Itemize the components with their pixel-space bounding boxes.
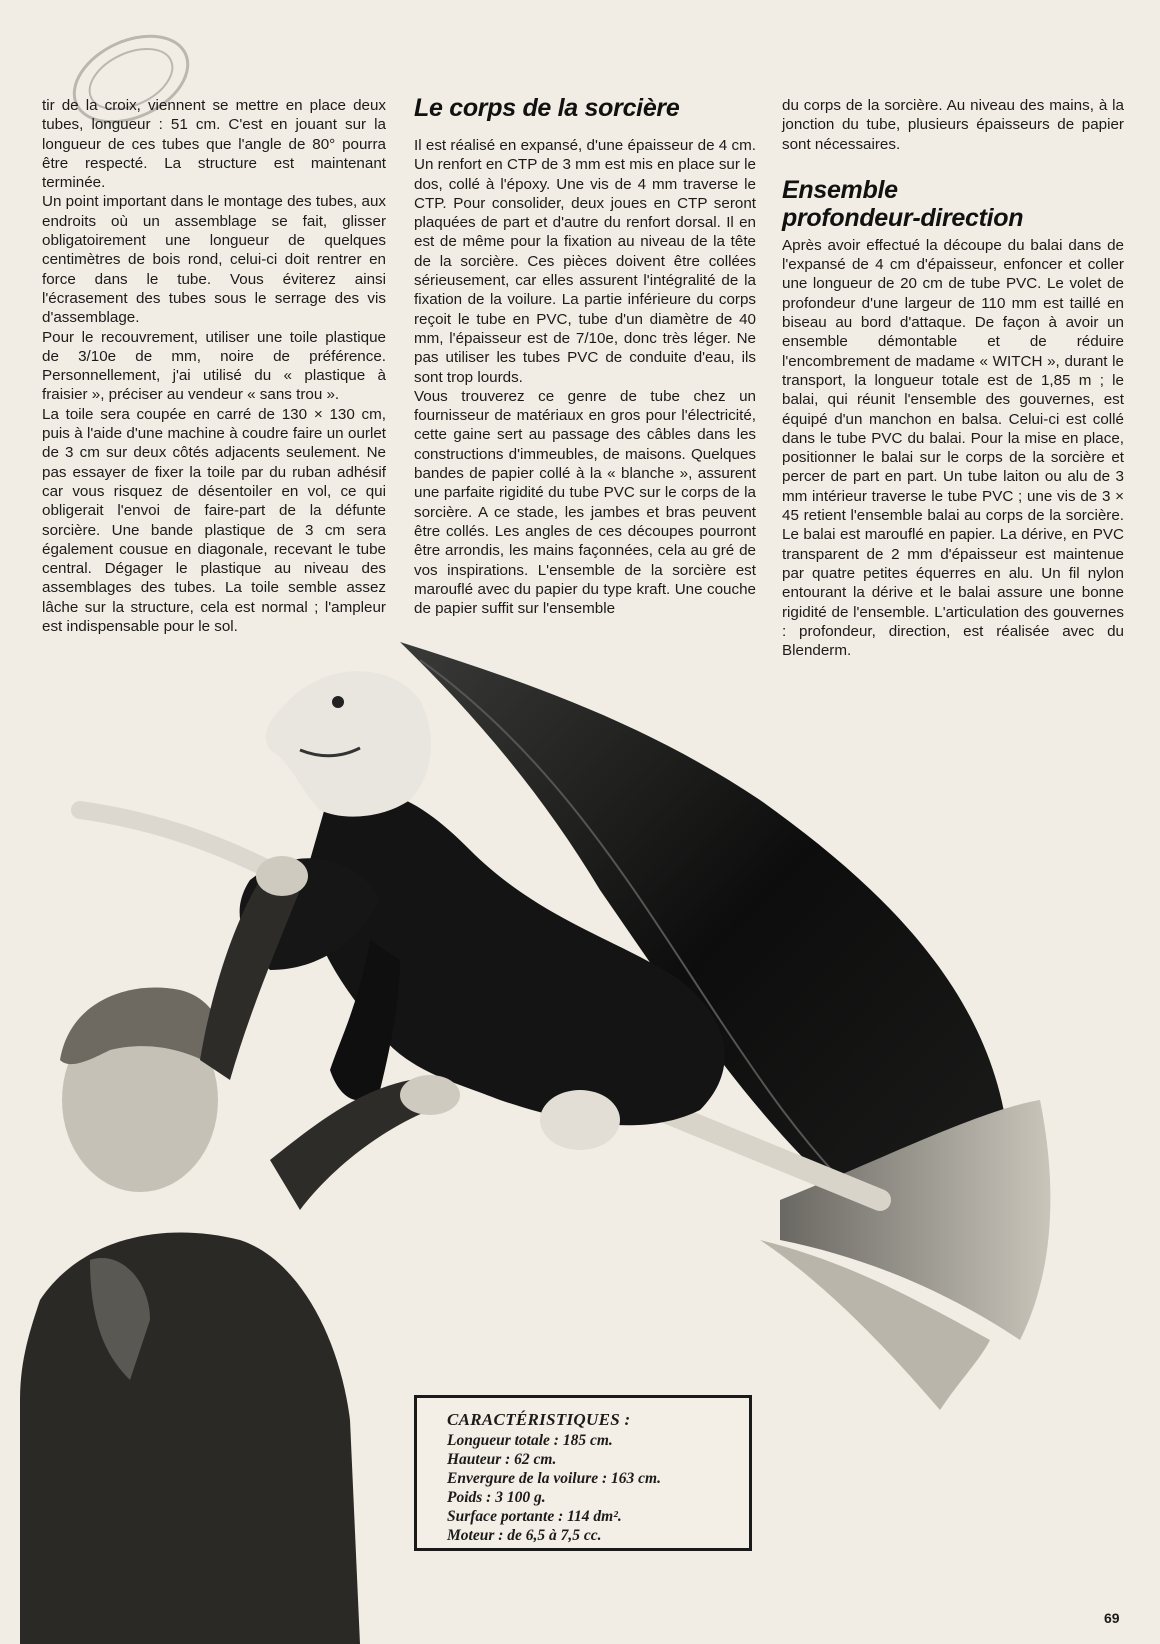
paragraph: Il est réalisé en expansé, d'une épaisseur de 4 cm. Un renfort en CTP de 3 mm est mis en place sur le dos, collé à l'époxy. Une vis de 4 mm traverse le CTP. Pour consolider, deux joues en CTP seront plaquées de part et d'autre du renfort dorsal. Il en est de même pour la fixation au niveau de la tête de la sorcière. Ces pièces doivent être collées sérieusement, car elles assurent l'intégralité de la fixation de la voilure. La partie inférieure du corps reçoit le tube en PVC, tube d'un diamètre de 40 mm, l'épaisseur est de 7/10e, donc très léger. Ne pas utiliser les tubes PVC de conduite d'eau, ils sont trop lourds.: [414, 137, 756, 386]
paragraph: La toile sera coupée en carré de 130 × 130 cm, puis à l'aide d'une machine à coudre faire un ourlet de 3 cm sur deux côtés adjacents seulement. Ne pas essayer de fixer la toile par du ruban adhésif car vous risquez de désentoiler en vol, ce qui obligerait l'envoi de faire-part de la défunte sorcière. Une bande plastique de 3 cm sera également cousue en diagonale, recevant le tube central. Dégager le plastique au niveau des assemblages des tubes. La toile semble assez lâche sur la structure, cela est normal ; l'ampleur est indispensable pour le sol.: [42, 405, 386, 636]
section-heading-corps: Le corps de la sorcière: [414, 94, 680, 122]
paragraph: Vous trouverez ce genre de tube chez un fournisseur de matériaux en gros pour l'électricité, cette gaine sert au passage des câbles dans les constructions d'immeubles, de maisons. Quelques bandes de papier collé à la « blanche », assurent une parfaite rigidité du tube PVC sur le corps de la sorcière. A ce stade, les jambes et bras peuvent être collés. Les angles de ces découpes pourront être arrondis, les mains façonnées, cela au gré de vos inspirations. L'ensemble de la sorcière est marouflé avec du papier du type kraft. Une couche de papier suffit sur l'ensemble: [414, 387, 756, 618]
article-column-2: [414, 136, 756, 618]
man-body: [20, 1233, 360, 1644]
page-number: 69: [1104, 1610, 1120, 1626]
spec-line: Longueur totale : 185 cm.: [447, 1432, 613, 1449]
witch-arm: [80, 810, 270, 870]
witch-head: [266, 671, 431, 816]
heading-line: profondeur-direction: [782, 203, 1024, 232]
paragraph: du corps de la sorcière. Au niveau des mains, à la jonction du tube, plusieurs épaisseurs de papier sont nécessaires.: [782, 97, 1124, 153]
spec-line: Surface portante : 114 dm².: [447, 1508, 622, 1525]
article-column-1: [42, 96, 386, 636]
section-heading-ensemble: [782, 176, 1124, 232]
paragraph: Pour le recouvrement, utiliser une toile plastique de 3/10e de mm, noire de préférence. Personnellement, j'ai utilisé du « plastique à fraisier », préciser au vendeur « sans trou ».: [42, 328, 386, 404]
specifications-box: [414, 1395, 752, 1551]
paragraph: Après avoir effectué la découpe du balai dans de l'expansé de 4 cm d'épaisseur, enfoncer et coller une longueur de 20 cm de tube PVC. Le volet de profondeur d'une largeur de 110 mm est taillé en biseau au bord d'attaque. De façon à avoir un ensemble démontable et de réduire l'encombrement de madame « WITCH », durant le transport, la longueur totale est de 1,85 m ; le balai, qui réunit l'ensemble des gouvernes, est équipé d'un manchon en balsa. Celui-ci est collé dans le tube PVC du balai. Pour la mise en place, positionner le balai sur le corps de la sorcière et percer de part en part. Un tube laiton ou alu de 3 mm intérieur traverse le tube PVC ; une vis de 3 × 45 retient l'ensemble balai au corps de la sorcière. Le balai est marouflé en papier. La dérive, en PVC transparent de 2 mm d'épaisseur est maintenue par quatre petites équerres en alu. Un fil nylon entourant la dérive et le balai assure une bonne rigidité de l'ensemble. L'articulation des gouvernes : profondeur, direction, est réalisée avec du Blenderm.: [782, 236, 1124, 660]
paragraph: Un point important dans le montage des tubes, aux endroits où un assemblage se fait, glisser obligatoirement une longueur de quelques centimètres de bois rond, celui-ci doit rentrer en force dans le tube. Vous éviterez ainsi l'écrasement des tubes sous le serrage des vis d'assemblage.: [42, 193, 386, 327]
spec-line: Moteur : de 6,5 à 7,5 cc.: [447, 1527, 602, 1544]
specs-title: CARACTÉRISTIQUES :: [447, 1410, 631, 1429]
spec-line: Hauteur : 62 cm.: [447, 1451, 557, 1468]
heading-line: Ensemble: [782, 175, 898, 204]
spec-line: Envergure de la voilure : 163 cm.: [447, 1470, 661, 1487]
article-column-3: [782, 96, 1124, 660]
paragraph: tir de la croix, viennent se mettre en place deux tubes, longueur : 51 cm. C'est en jouant sur la longueur de ces tubes que l'angle de 80° pourra être respecté. La structure est maintenant terminée.: [42, 97, 386, 192]
spec-line: Poids : 3 100 g.: [447, 1489, 546, 1506]
